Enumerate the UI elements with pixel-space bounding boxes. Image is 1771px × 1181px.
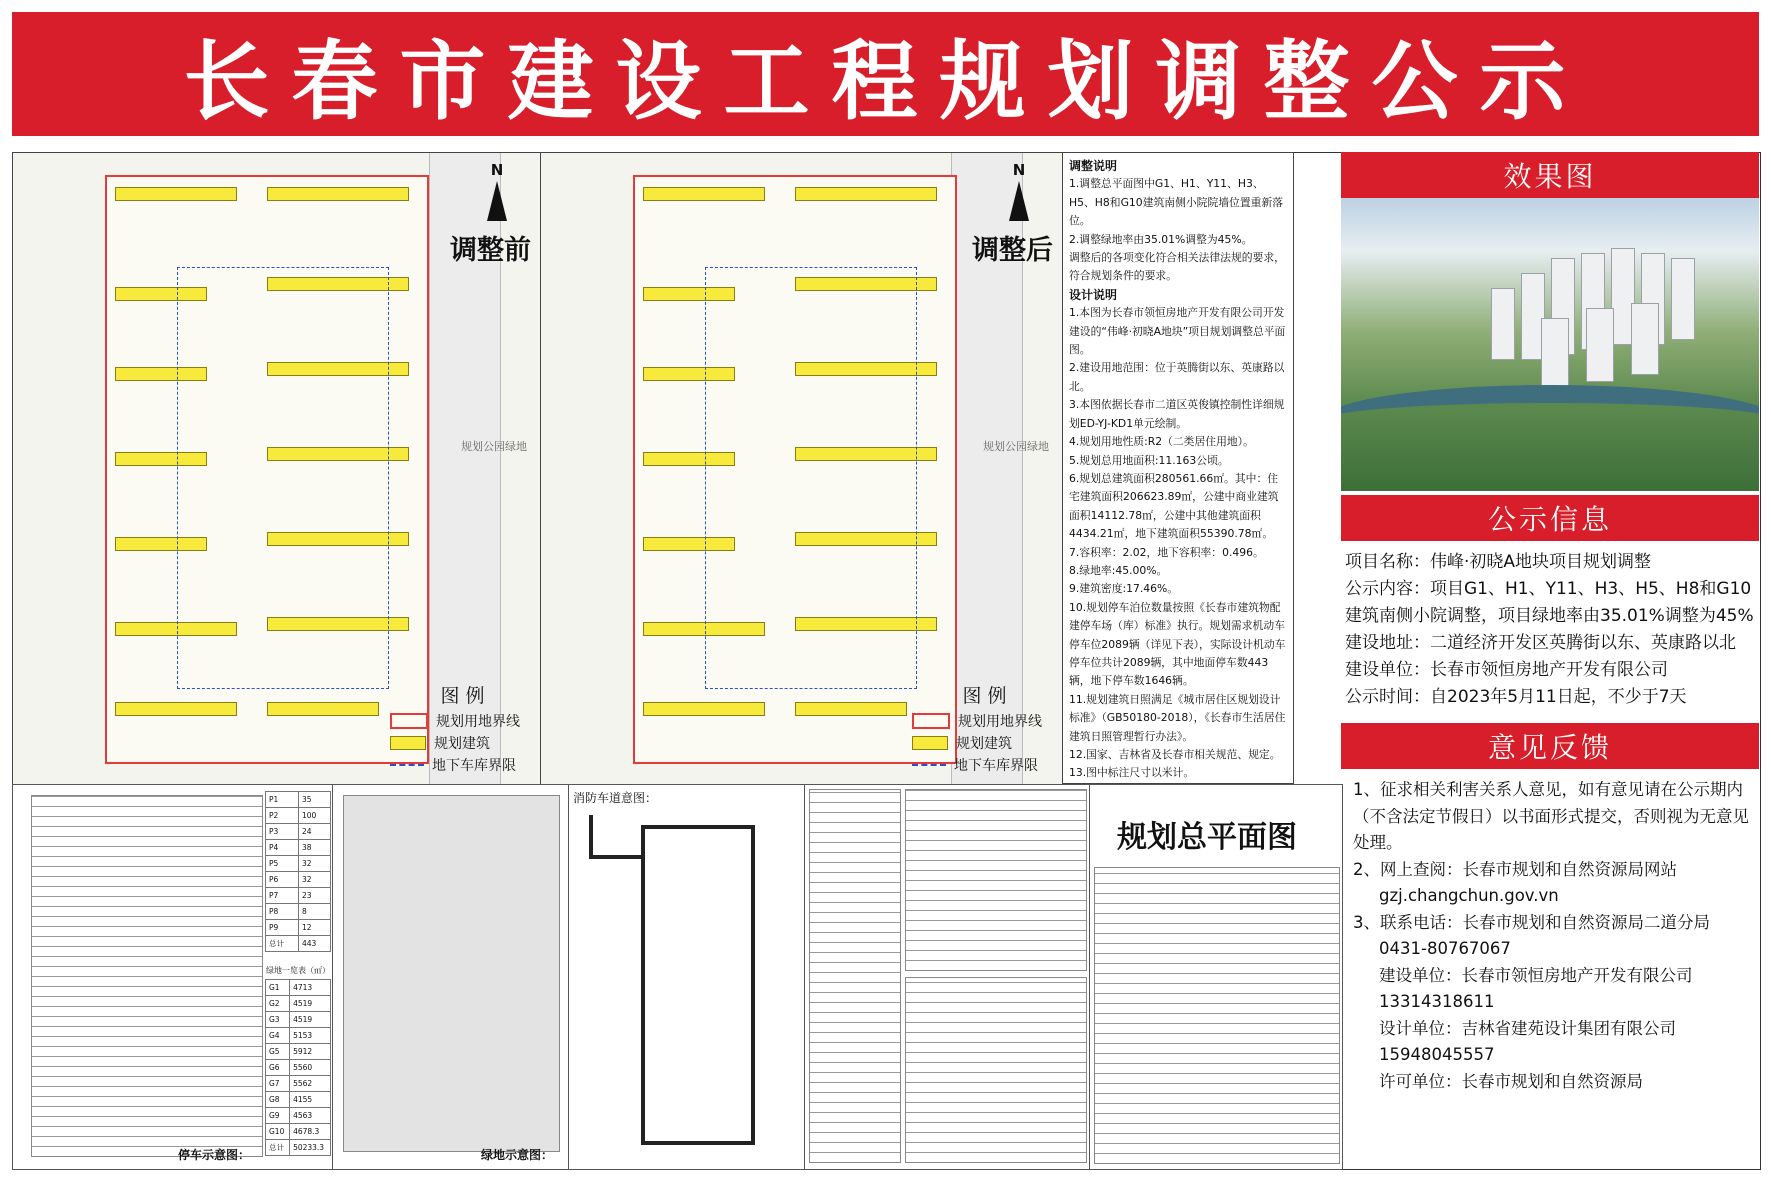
building [643, 702, 765, 716]
legend-item: 规划用地界线 [436, 714, 520, 730]
table-cell: 8 [299, 904, 331, 920]
table-cell: G8 [266, 1092, 290, 1108]
fire-road-panel [568, 784, 806, 1170]
green-diagram [343, 795, 560, 1152]
legend [912, 681, 1057, 777]
parking-row [266, 808, 331, 824]
table-cell: 总计 [266, 936, 299, 952]
legend-item: 规划用地界线 [958, 714, 1042, 730]
legend-title: 图 例 [962, 685, 1007, 707]
green-row [266, 1124, 331, 1140]
table-cell: 32 [299, 856, 331, 872]
table-cell: 总计 [266, 1140, 290, 1156]
page-title: 长春市建设工程规划调整公示 [183, 31, 1588, 132]
green-label: 绿地示意图： [481, 1148, 554, 1162]
design-note: 2.建设用地范围：位于英腾街以东、英康路以北。 [1069, 361, 1285, 393]
feedback-item: 1、征求相关利害关系人意见，如有意见请在公示期内（不含法定节假日）以书面形式提交，否则视为无意见处理。 [1353, 780, 1749, 852]
legend-garage-swatch [912, 764, 946, 766]
fire-road-label: 消防车道意图： [573, 791, 658, 805]
legend-item: 规划建筑 [956, 736, 1012, 752]
indicator-tables-panel [804, 784, 1091, 1170]
feedback-item: 许可单位：长春市规划和自然资源局 [1379, 1071, 1643, 1091]
site-boundary [105, 175, 429, 764]
info-title: 公示信息 [1341, 495, 1759, 541]
plan-before-label: 调整前 [450, 235, 531, 266]
legend-building-swatch [390, 736, 426, 750]
green-row [266, 1140, 331, 1156]
river [1341, 385, 1759, 457]
table-cell: 4678.3 [290, 1124, 331, 1140]
table-cell: 4519 [290, 1012, 331, 1028]
info-item: 公示时间：自2023年5月11日起，不少于7天 [1345, 687, 1687, 707]
feedback-website: gzj.changchun.gov.vn [1379, 886, 1559, 905]
plan-before-panel [12, 152, 542, 786]
adjust-note: 调整后的各项变化符合相关法律法规的要求，符合规划条件的要求。 [1069, 251, 1285, 283]
indicator-table [905, 789, 1087, 971]
parking-row [266, 840, 331, 856]
plan-after-panel [540, 152, 1064, 786]
parking-panel [12, 784, 334, 1170]
fire-lane [589, 855, 645, 859]
green-panel [332, 784, 570, 1170]
green-row [266, 1044, 331, 1060]
table-cell: G7 [266, 1076, 290, 1092]
legend-boundary-swatch [390, 713, 428, 729]
north-arrow: N [487, 161, 507, 221]
table-cell: 32 [299, 872, 331, 888]
design-note: 7.容积率：2.02，地下容积率：0.496。 [1069, 545, 1264, 559]
table-cell: 4519 [290, 996, 331, 1012]
table-cell: 50233.3 [290, 1140, 331, 1156]
adjust-notes-title: 调整说明 [1069, 159, 1118, 173]
legend-title: 图 例 [440, 685, 485, 707]
parking-row [266, 936, 331, 952]
green-row [266, 1076, 331, 1092]
park-green-label: 规划公园绿地 [461, 440, 527, 453]
legend-item: 地下车库界限 [432, 758, 516, 774]
design-note: 9.建筑密度:17.46%。 [1069, 582, 1179, 596]
indicator-table [809, 789, 901, 1163]
table-cell: G5 [266, 1044, 290, 1060]
table-cell: G6 [266, 1060, 290, 1076]
parking-row [266, 824, 331, 840]
table-cell: 5153 [290, 1028, 331, 1044]
fire-lane [589, 815, 593, 855]
info-list [1341, 541, 1759, 711]
fire-lane [641, 825, 645, 1145]
north-arrow: N [1009, 161, 1029, 221]
legend-boundary-swatch [912, 713, 950, 729]
building [115, 187, 237, 201]
building-schedule-table [1094, 867, 1340, 1164]
legend [390, 681, 535, 777]
notes-panel [1062, 152, 1294, 784]
table-cell: P8 [266, 904, 299, 920]
design-note: 5.规划总用地面积:11.163公顷。 [1069, 453, 1229, 467]
parking-table [265, 791, 331, 952]
building [795, 702, 907, 716]
feedback-item: 2、网上查阅：长春市规划和自然资源局网站 [1353, 859, 1677, 879]
legend-building-swatch [912, 736, 948, 750]
table-cell: 100 [299, 808, 331, 824]
adjust-note: 1.调整总平面图中G1、H1、Y11、H3、H5、H8和G10建筑南侧小院院墙位置重新落位。 [1069, 177, 1284, 228]
building [267, 702, 379, 716]
green-row [266, 1108, 331, 1124]
table-cell: G3 [266, 1012, 290, 1028]
table-cell: 35 [299, 792, 331, 808]
green-row [266, 1060, 331, 1076]
table-cell: 24 [299, 824, 331, 840]
green-row [266, 1092, 331, 1108]
feedback-phone: 0431-80767067 [1379, 939, 1511, 958]
render-title: 效果图 [1341, 152, 1759, 198]
table-cell: P3 [266, 824, 299, 840]
table-cell: 4155 [290, 1092, 331, 1108]
green-row [266, 1012, 331, 1028]
design-note: 12.国家、吉林省及长春市相关规范、规定。 [1069, 748, 1281, 761]
parking-row [266, 872, 331, 888]
feedback-item: 3、联系电话：长春市规划和自然资源局二道分局 [1353, 912, 1710, 932]
building [643, 187, 765, 201]
table-cell: 38 [299, 840, 331, 856]
parking-row [266, 792, 331, 808]
underground-garage-boundary [705, 267, 917, 689]
fire-lane [751, 825, 755, 1145]
fire-lane [641, 1141, 755, 1145]
design-note: 1.本图为长春市领恒房地产开发有限公司开发建设的“伟峰·初晓A地块”项目规划调整总平面图。 [1069, 306, 1286, 357]
master-plan-title: 规划总平面图 [1117, 820, 1297, 855]
design-notes-title: 设计说明 [1069, 287, 1118, 302]
table-cell: P4 [266, 840, 299, 856]
feedback-list [1341, 769, 1759, 1095]
building [795, 187, 937, 201]
green-table-title: 绿地一览表（㎡） [266, 966, 330, 975]
side-column [1341, 152, 1759, 1168]
table-cell: P7 [266, 888, 299, 904]
info-item: 项目名称：伟峰·初晓A地块项目规划调整 [1345, 552, 1652, 572]
adjust-note: 2.调整绿地率由35.01%调整为45%。 [1069, 232, 1253, 246]
table-cell: 5560 [290, 1060, 331, 1076]
table-cell: 4713 [290, 980, 331, 996]
rendering-image [1341, 198, 1759, 491]
table-cell: P2 [266, 808, 299, 824]
info-item: 建设地址：二道经济开发区英腾街以东、英康路以北 [1345, 633, 1736, 653]
table-cell: 4563 [290, 1108, 331, 1124]
table-cell: G4 [266, 1028, 290, 1044]
info-item: 建设单位：长春市领恒房地产开发有限公司 [1345, 660, 1668, 680]
legend-item: 地下车库界限 [954, 758, 1038, 774]
table-cell: 5912 [290, 1044, 331, 1060]
table-cell: P9 [266, 920, 299, 936]
parking-row [266, 904, 331, 920]
parking-row [266, 888, 331, 904]
feedback-phone: 15948045557 [1379, 1045, 1495, 1064]
design-note: 6.规划总建筑面积280561.66㎡。其中：住宅建筑面积206623.89㎡，公建中商业建筑面积14112.78㎡，公建中其他建筑面积4434.21㎡，地下建筑面积55390.78㎡。 [1069, 471, 1279, 541]
table-cell: G2 [266, 996, 290, 1012]
legend-garage-swatch [390, 764, 424, 766]
table-cell: P1 [266, 792, 299, 808]
design-note: 11.规划建筑日照满足《城市居住区规划设计标准》（GB50180-2018），《长春市生活居住建筑日照管理暂行办法》。 [1069, 692, 1286, 743]
building [267, 187, 409, 201]
table-cell: G1 [266, 980, 290, 996]
parking-label: 停车示意图： [178, 1148, 251, 1162]
parking-row [266, 920, 331, 936]
table-cell: G9 [266, 1108, 290, 1124]
green-row [266, 1028, 331, 1044]
green-row [266, 980, 331, 996]
green-row [266, 996, 331, 1012]
feedback-title: 意见反馈 [1341, 723, 1759, 769]
table-cell: 12 [299, 920, 331, 936]
legend-item: 规划建筑 [434, 736, 490, 752]
table-cell: 443 [299, 936, 331, 952]
fire-lane [641, 825, 751, 829]
table-cell: 23 [299, 888, 331, 904]
design-note: 3.本图依据长春市二道区英俊镇控制性详细规划ED-YJ-KD1单元绘制。 [1069, 398, 1285, 430]
green-table [265, 979, 331, 1156]
title-banner [12, 12, 1759, 136]
design-note: 4.规划用地性质:R2（二类居住用地）。 [1069, 435, 1254, 449]
site-boundary [633, 175, 957, 764]
parking-diagram [31, 795, 263, 1157]
design-note: 8.绿地率:45.00%。 [1069, 563, 1168, 577]
building [115, 702, 237, 716]
info-item: 公示内容：项目G1、H1、Y11、H3、H5、H8和G10建筑南侧小院调整，项目绿地率由35.01%调整为45% [1345, 579, 1754, 626]
parking-row [266, 856, 331, 872]
table-cell: 5562 [290, 1076, 331, 1092]
park-green-label: 规划公园绿地 [983, 440, 1049, 453]
design-note: 13.图中标注尺寸以米计。 [1069, 766, 1195, 780]
table-cell: G10 [266, 1124, 290, 1140]
design-note: 10.规划停车泊位数量按照《长春市建筑物配建停车场（库）标准》执行。规划需求机动车停车位2089辆（详见下表），实际设计机动车停车位共计2089辆，其中地面停车数443辆，地下停车数1646辆。 [1069, 600, 1286, 688]
feedback-item: 建设单位：长春市领恒房地产开发有限公司 [1379, 965, 1693, 985]
feedback-phone: 13314318611 [1379, 992, 1495, 1011]
underground-garage-boundary [177, 267, 389, 689]
indicator-table [905, 977, 1087, 1163]
plan-after-label: 调整后 [972, 235, 1053, 266]
table-cell: P6 [266, 872, 299, 888]
table-cell: P5 [266, 856, 299, 872]
feedback-item: 设计单位：吉林省建苑设计集团有限公司 [1379, 1018, 1676, 1038]
